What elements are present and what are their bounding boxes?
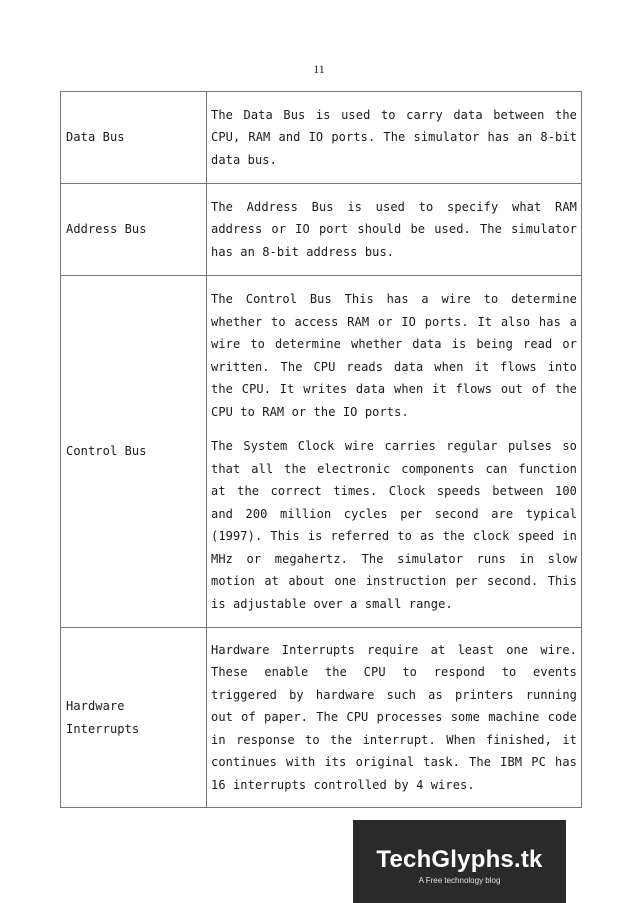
description-cell	[207, 92, 582, 184]
description-paragraph: The System Clock wire carries regular pulses so that all the electronic components can function at the correct times. Clock speeds between 100 and 200 million cycles per second are typical (1997). This is referred to as the clock speed in MHz or megahertz. The simulator runs in slow motion at about one instruction per second. This is adjustable over a small range.	[211, 439, 577, 611]
description-paragraph: The Address Bus is used to specify what RAM address or IO port should be used. The simulator has an 8-bit address bus.	[211, 199, 577, 259]
description-cell	[207, 184, 582, 276]
description-paragraph: The Control Bus This has a wire to determine whether to access RAM or IO ports. It also has a wire to determine whether data is being read or written. The CPU reads data when it flows into the CPU. It writes data when it flows out of the CPU to RAM or the IO ports.	[211, 292, 577, 419]
logo-tagline: A Free technology blog	[418, 876, 501, 885]
term-cell: Address Bus	[61, 184, 207, 276]
term-cell: Hardware Interrupts	[61, 628, 207, 808]
table-row-control-bus	[61, 276, 582, 628]
description-paragraph: Hardware Interrupts require at least one wire. These enable the CPU to respond to events triggered by hardware such as printers running out of paper. The CPU processes some machine code in response to the interrupt. When finished, it continues with its original task. The IBM PC has 16 interrupts controlled by 4 wires.	[211, 642, 577, 792]
description-cell	[207, 628, 582, 808]
term-cell: Control Bus	[61, 276, 207, 628]
description-cell	[207, 276, 582, 628]
table-row-address-bus	[61, 184, 582, 276]
table-row-hardware-interrupts	[61, 628, 582, 808]
page-number: 11	[313, 62, 325, 76]
bus-definitions-table	[60, 91, 582, 808]
logo-title: TechGlyphs.tk	[376, 846, 543, 873]
techglyphs-logo	[353, 820, 566, 903]
description-paragraph: The Data Bus is used to carry data between the CPU, RAM and IO ports. The simulator has an 8-bit data bus.	[211, 107, 577, 167]
table-row-data-bus	[61, 92, 582, 184]
term-cell: Data Bus	[61, 92, 207, 184]
